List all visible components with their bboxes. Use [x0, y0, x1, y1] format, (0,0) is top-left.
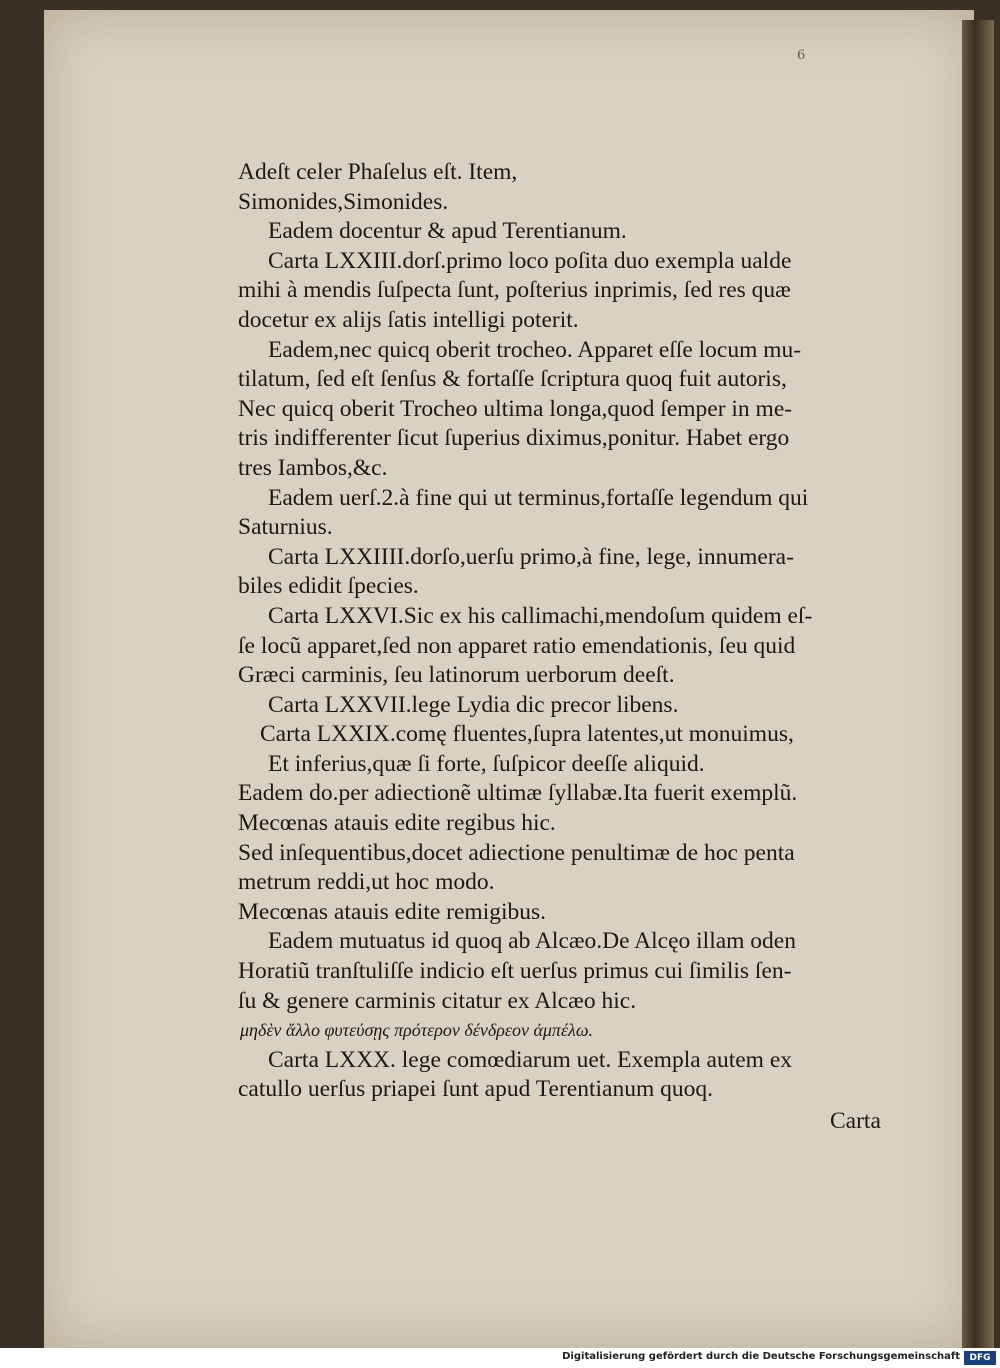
- text-line: Simonides,Simonides.: [238, 188, 449, 215]
- text-line: Eadem,nec quicq oberit trocheo. Apparet eſſe locum mu-: [268, 336, 802, 363]
- text-line: Mecœnas atauis edite regibus hic.: [238, 810, 556, 837]
- text-line: Nec quicq oberit Trocheo ultima longa,quod ſemper in me-: [238, 395, 793, 422]
- greek-quotation-line: μηδὲν ἄλλο φυτεύσῃς πρότερον δένδρεον ἀμπέλω.: [240, 1020, 594, 1041]
- catchword: Carta: [830, 1108, 881, 1134]
- folio-number: 6: [797, 48, 806, 63]
- text-line: Et inferius,quæ ſi forte, ſuſpicor deeſſe aliquid.: [268, 750, 705, 777]
- text-line: Carta LXXX. lege comœdiarum uet. Exempla autem ex: [268, 1046, 792, 1073]
- text-line: Carta LXXIIII.dorſo,uerſu primo,à fine, lege, innumera-: [268, 543, 794, 570]
- text-line: Adeſt celer Phaſelus eſt. Item,: [238, 159, 518, 185]
- text-line: tris indifferenter ſicut ſuperius diximus,ponitur. Habet ergo: [238, 425, 790, 452]
- text-line: docetur ex alijs ſatis intelligi poterit.: [238, 306, 579, 333]
- text-line: Mecœnas atauis edite remigibus.: [238, 898, 547, 925]
- text-line: biles edidit ſpecies.: [238, 573, 419, 600]
- text-line: ſu & genere carminis citatur ex Alcæo hic.: [238, 987, 637, 1014]
- text-line: Sed inſequentibus,docet adiectione penultimæ de hoc penta: [238, 839, 795, 866]
- text-line: tres Iambos,&c.: [238, 454, 388, 481]
- text-line: catullo uerſus priapei ſunt apud Terentianum quoq.: [238, 1076, 713, 1103]
- page-text-block: [238, 158, 908, 1105]
- text-line: Carta LXXIII.dorſ.primo loco poſita duo exempla ualde: [268, 247, 792, 274]
- text-line: Eadem mutuatus id quoq ab Alcæo.De Alcęo illam oden: [268, 928, 796, 955]
- text-line: Horatiũ tranſtuliſſe indicio eſt uerſus primus cui ſimilis ſen-: [238, 958, 792, 985]
- book-gutter: [962, 20, 994, 1348]
- text-line: Græci carminis, ſeu latinorum uerborum deeſt.: [238, 662, 675, 689]
- text-line: tilatum, ſed eſt ſenſus & fortaſſe ſcriptura quoq fuit autoris,: [238, 366, 787, 393]
- text-line: Carta LXXVII.lege Lydia dic precor libens.: [268, 691, 679, 718]
- text-line: metrum reddi,ut hoc modo.: [238, 869, 495, 896]
- text-line: ſe locũ apparet,ſed non apparet ratio emendationis, ſeu quid: [238, 632, 796, 659]
- text-line: Eadem do.per adiectionẽ ultimæ ſyllabæ.Ita fuerit exemplũ.: [238, 780, 798, 807]
- text-line: Saturnius.: [238, 514, 333, 541]
- dfg-logo-icon: DFG: [964, 1351, 996, 1365]
- text-line: Eadem uerſ.2.à fine qui ut terminus,fortaſſe legendum qui: [268, 484, 809, 511]
- funding-credit: Digitalisierung gefördert durch die Deutsche Forschungsgemeinschaft: [562, 1351, 960, 1362]
- footer-bar: [0, 1348, 1000, 1368]
- text-line: mihi à mendis ſuſpecta ſunt, poſterius inprimis, ſed res quæ: [238, 277, 791, 304]
- text-line: Carta LXXVI.Sic ex his callimachi,mendoſum quidem eſ-: [268, 602, 813, 629]
- text-line: Carta LXXIX.comę fluentes,ſupra latentes,ut monuimus,: [260, 721, 794, 748]
- text-line: Eadem docentur & apud Terentianum.: [268, 218, 627, 245]
